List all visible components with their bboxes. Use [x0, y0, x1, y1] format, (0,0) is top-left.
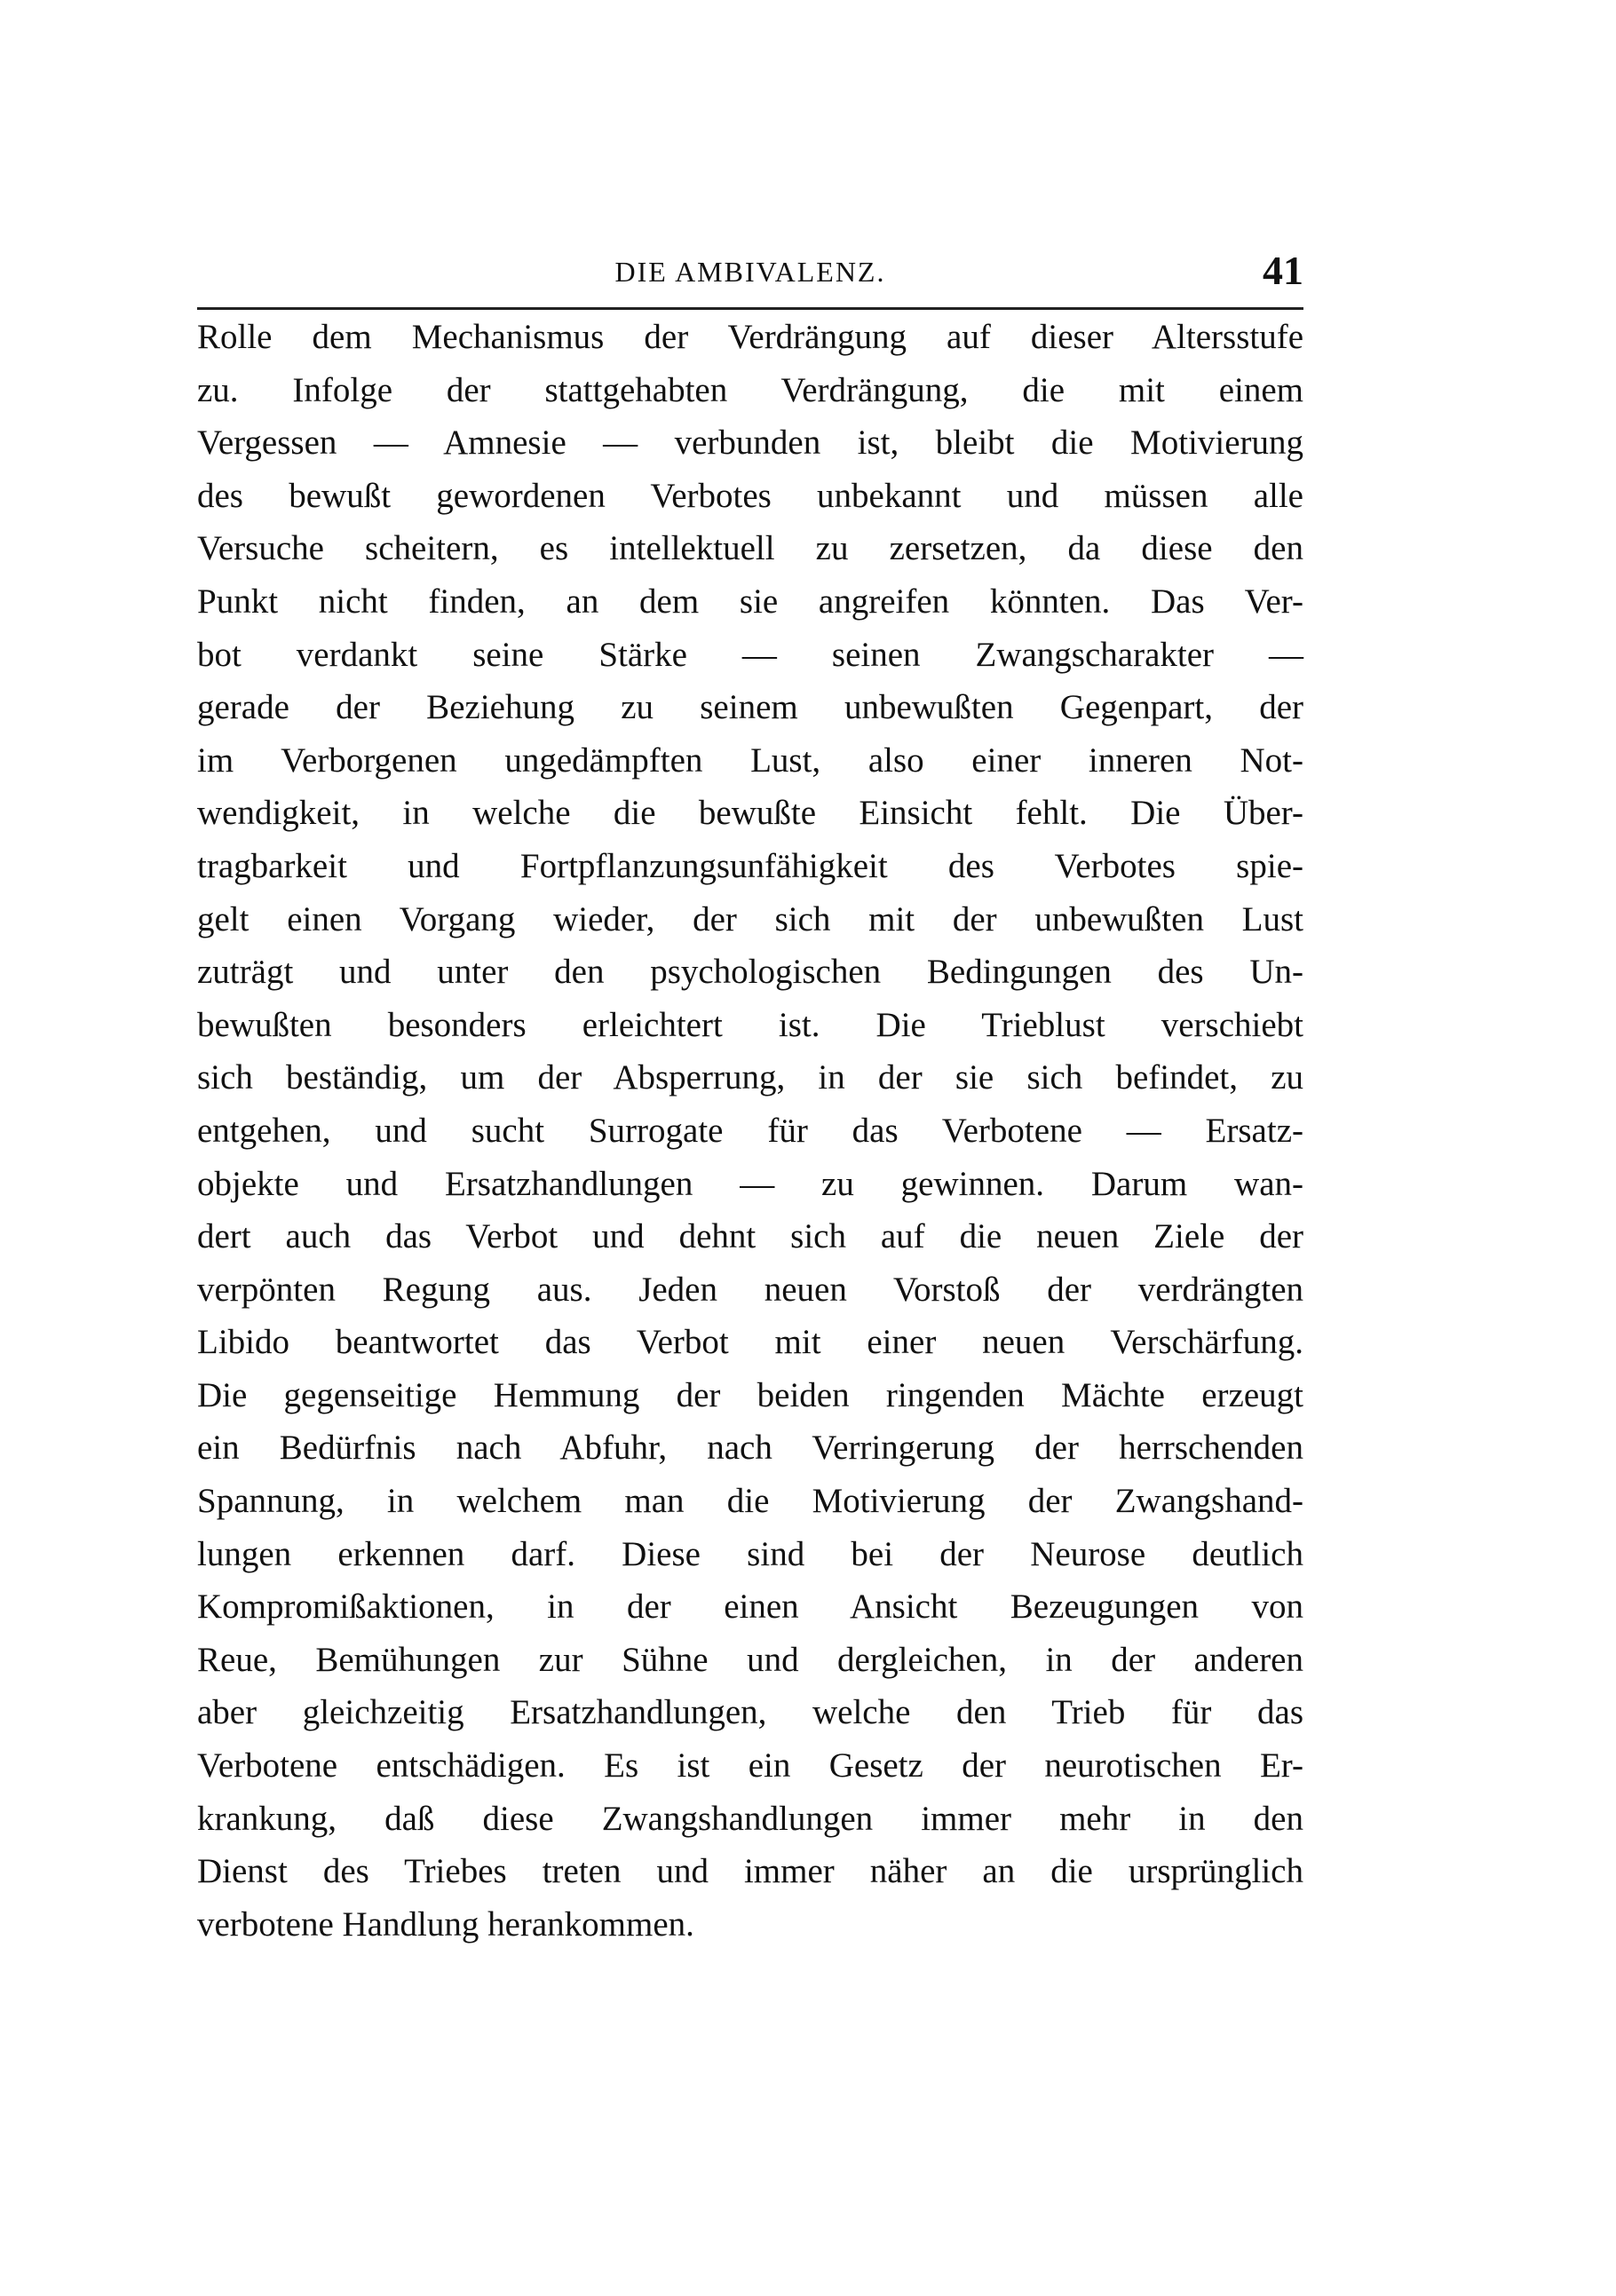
- text-line-29: krankung, daß diese Zwangshandlungen immer mehr in den: [197, 1799, 1303, 1838]
- running-title: DIE AMBIVALENZ.: [614, 256, 886, 288]
- text-line-27: aber gleichzeitig Ersatzhandlungen, welche den Trieb für das: [197, 1693, 1303, 1732]
- text-line-8: gerade der Beziehung zu seinem unbewußten Gegenpart, der: [197, 688, 1303, 727]
- text-line-23: Spannung, in welchem man die Motivierung der Zwangshand-: [197, 1482, 1303, 1521]
- text-line-16: entgehen, und sucht Surrogate für das Verbotene — Ersatz-: [197, 1111, 1303, 1150]
- text-line-17: objekte und Ersatzhandlungen — zu gewinnen. Darum wan-: [197, 1164, 1303, 1203]
- text-line-18: dert auch das Verbot und dehnt sich auf die neuen Ziele der: [197, 1217, 1303, 1256]
- text-line-14: bewußten besonders erleichtert ist. Die Trieblust verschiebt: [197, 1005, 1303, 1044]
- text-line-7: bot verdankt seine Stärke — seinen Zwangscharakter —: [197, 635, 1303, 674]
- text-line-26: Reue, Bemühungen zur Sühne und dergleichen, in der anderen: [197, 1640, 1303, 1679]
- text-line-2: zu. Infolge der stattgehabten Verdrängung, die mit einem: [197, 370, 1303, 409]
- text-line-21: Die gegenseitige Hemmung der beiden ringenden Mächte erzeugt: [197, 1375, 1303, 1414]
- text-line-13: zuträgt und unter den psychologischen Bedingungen des Un-: [197, 953, 1303, 992]
- text-line-30: Dienst des Triebes treten und immer näher an die ursprünglich: [197, 1852, 1303, 1891]
- text-line-31: verbotene Handlung herankommen.: [197, 1904, 694, 1944]
- text-line-5: Versuche scheitern, es intellektuell zu zersetzen, da diese den: [197, 529, 1303, 568]
- text-line-6: Punkt nicht finden, an dem sie angreifen könnten. Das Ver-: [197, 582, 1303, 621]
- text-line-10: wendigkeit, in welche die bewußte Einsicht fehlt. Die Über-: [197, 794, 1303, 833]
- body-text: [197, 311, 1303, 1951]
- text-line-4: des bewußt gewordenen Verbotes unbekannt und müssen alle: [197, 476, 1303, 515]
- text-line-22: ein Bedürfnis nach Abfuhr, nach Verringerung der herrschenden: [197, 1429, 1303, 1468]
- text-line-11: tragbarkeit und Fortpflanzungsunfähigkeit des Verbotes spie-: [197, 846, 1303, 885]
- text-line-15: sich beständig, um der Absperrung, in der sie sich befindet, zu: [197, 1058, 1303, 1097]
- text-line-24: lungen erkennen darf. Diese sind bei der Neurose deutlich: [197, 1534, 1303, 1573]
- page-number: 41: [1263, 248, 1303, 293]
- text-line-25: Kompromißaktionen, in der einen Ansicht Bezeugungen von: [197, 1587, 1303, 1627]
- text-line-1: Rolle dem Mechanismus der Verdrängung auf dieser Altersstufe: [197, 318, 1303, 356]
- text-line-12: gelt einen Vorgang wieder, der sich mit der unbewußten Lust: [197, 899, 1303, 938]
- text-line-28: Verbotene entschädigen. Es ist ein Gesetz der neurotischen Er-: [197, 1746, 1303, 1785]
- header-rule: [197, 307, 1303, 310]
- text-line-9: im Verborgenen ungedämpften Lust, also einer inneren Not-: [197, 740, 1303, 780]
- text-line-20: Libido beantwortet das Verbot mit einer neuen Verschärfung.: [197, 1323, 1303, 1362]
- text-line-19: verpönten Regung aus. Jeden neuen Vorstoß der verdrängten: [197, 1270, 1303, 1309]
- running-head: [197, 247, 1303, 300]
- text-line-3: Vergessen — Amnesie — verbunden ist, bleibt die Motivierung: [197, 424, 1303, 463]
